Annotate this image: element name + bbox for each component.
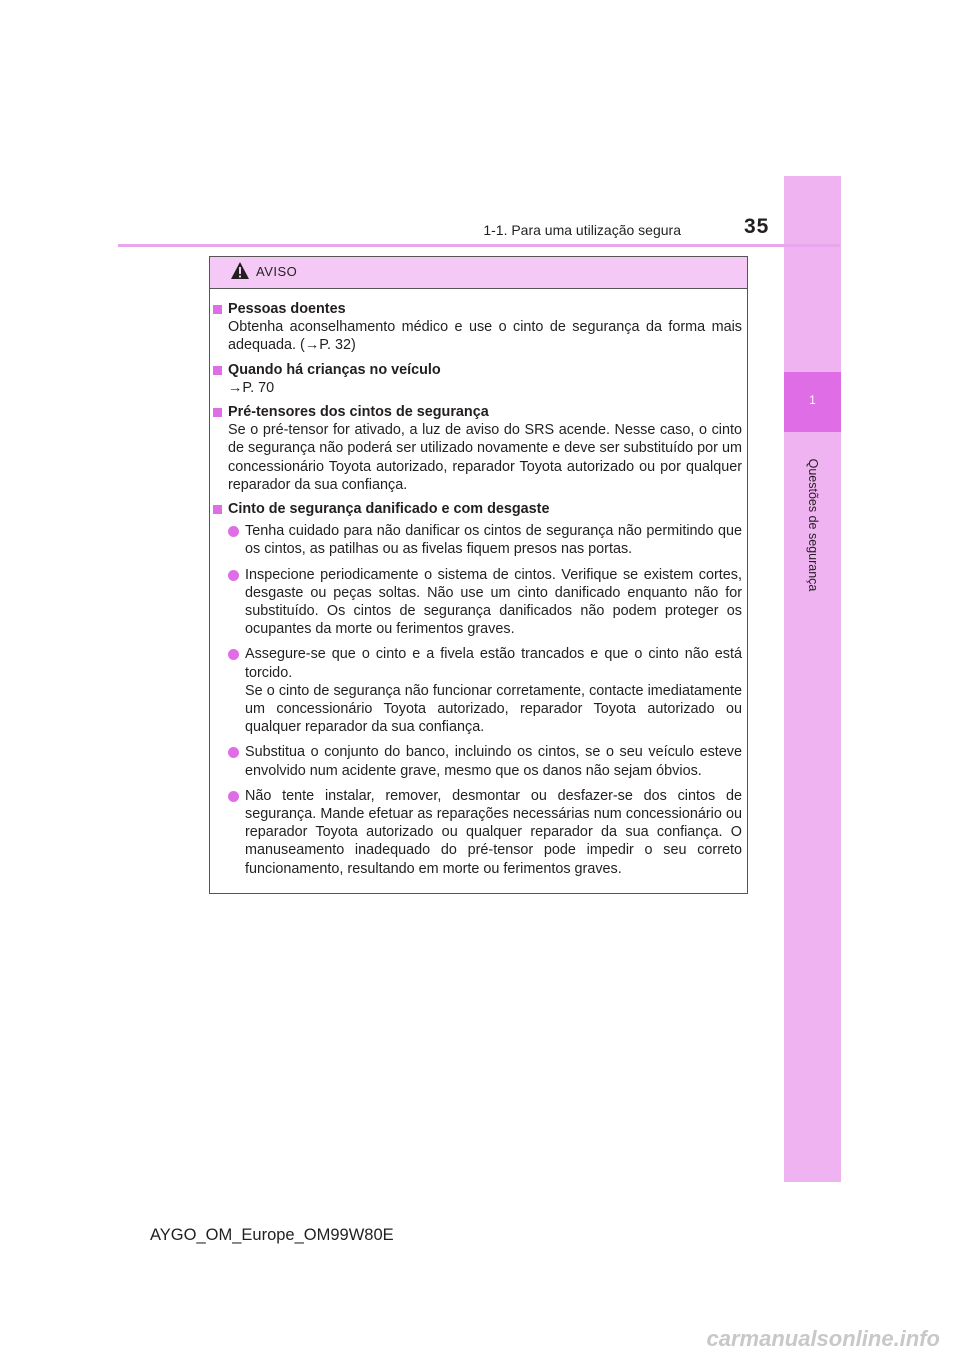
warning-content: [210, 289, 749, 878]
warning-header: [210, 257, 747, 289]
square-bullet-icon: [213, 408, 222, 417]
list-item: [228, 522, 742, 558]
section-body-text: Obtenha aconselhamento médico e use o cinto de segurança da forma mais adequada. (→P. 32): [228, 319, 742, 354]
list-item: [228, 787, 742, 878]
watermark: carmanualsonline.info: [706, 1326, 940, 1351]
list-item-text: Substitua o conjunto do banco, incluindo os cintos, se o seu veículo esteve envolvido num acidente grave, mesmo que os danos não sejam óbvios.: [245, 744, 742, 779]
document-id: AYGO_OM_Europe_OM99W80E: [150, 1226, 394, 1244]
round-bullet-icon: [228, 526, 239, 537]
section-title-text: Cinto de segurança danificado e com desgaste: [228, 501, 550, 518]
section-title-text: Pessoas doentes: [228, 301, 346, 317]
header-rule: [118, 244, 840, 247]
list-item: [228, 645, 742, 736]
list-item: [228, 566, 742, 639]
round-bullet-icon: [228, 649, 239, 660]
chapter-number-tab: 1: [784, 372, 841, 432]
section-title: 1-1. Para uma utilização segura: [483, 222, 681, 238]
square-bullet-icon: [213, 305, 222, 314]
warning-title: AVISO: [256, 264, 298, 279]
list-item-text: Tenha cuidado para não danificar os cintos de segurança não permitindo que os cintos, as patilhas ou as fivelas fiquem presos nas portas.: [245, 523, 742, 558]
list-item-text: Não tente instalar, remover, desmontar ou desfazer-se dos cintos de segurança. Mande efetuar as reparações necessárias num concessionário ou reparador Toyota autorizado ou qualquer reparador da sua confiança. O manuseamento inadequado do pré-tensor pode impedir o seu correto funcionamento, resultando em morte ou ferimentos graves.: [245, 787, 742, 877]
section-sick-persons: [210, 300, 749, 355]
section-title-text: Pré-tensores dos cintos de segurança: [228, 404, 489, 421]
list-item: [228, 743, 742, 779]
round-bullet-icon: [228, 747, 239, 758]
page-number: 35: [744, 215, 770, 238]
list-item-text-continued: Se o cinto de segurança não funcionar corretamente, contacte imediatamente um concessionário Toyota autorizado, reparador Toyota autorizado ou qualquer reparador da sua confiança.: [245, 682, 742, 736]
round-bullet-icon: [228, 570, 239, 581]
square-bullet-icon: [213, 366, 222, 375]
warning-triangle-icon: [230, 261, 250, 286]
section-damaged-belt: [210, 500, 749, 878]
chapter-label: Questões de segurança: [806, 458, 820, 592]
list-item-text: Assegure-se que o cinto e a fivela estão trancados e que o cinto não está torcido.: [245, 646, 742, 681]
side-tab-bar: [784, 176, 841, 1182]
section-pretensioners: [210, 403, 749, 494]
warning-box: [209, 256, 748, 894]
section-body-text: Se o pré-tensor for ativado, a luz de aviso do SRS acende. Nesse caso, o cinto de segurança não poderá ser utilizado novamente e deve ser substituído por um concessionário Toyota autorizado, reparador Toyota autorizado ou por qualquer reparador da sua confiança.: [228, 422, 742, 493]
page-reference-link[interactable]: →P. 70: [228, 379, 275, 396]
list-item-text: Inspecione periodicamente o sistema de cintos. Verifique se existem cortes, desgaste ou peças soltas. Não use um cinto danificado enquanto não for substituído. Os cintos de segurança danificados não podem proteger os ocupantes da morte ou ferimentos graves.: [245, 566, 742, 638]
section-title-text: Quando há crianças no veículo: [228, 361, 441, 378]
section-children: [210, 361, 749, 397]
square-bullet-icon: [213, 505, 222, 514]
round-bullet-icon: [228, 791, 239, 802]
